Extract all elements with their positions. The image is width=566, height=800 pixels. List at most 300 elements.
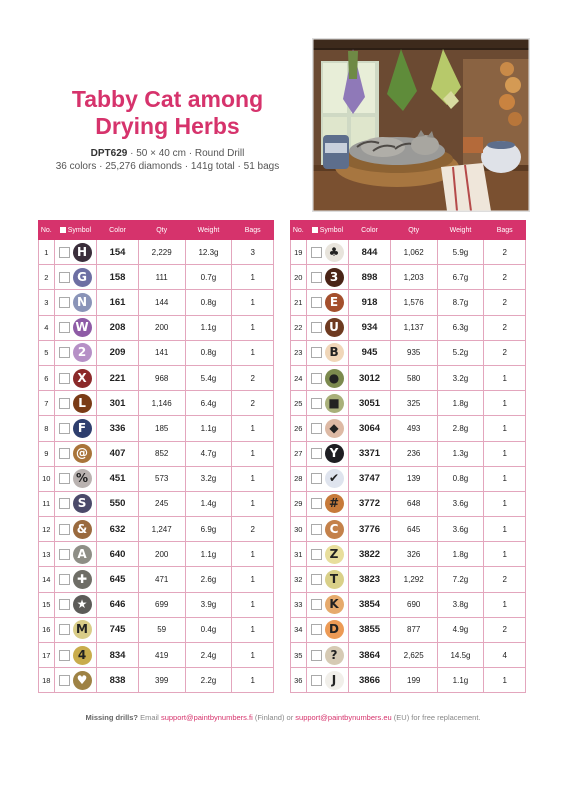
symbol-badge: ✚ xyxy=(73,570,92,589)
row-number: 26 xyxy=(291,416,307,441)
bags: 1 xyxy=(232,567,274,592)
row-checkbox[interactable] xyxy=(311,473,322,484)
symbol-cell xyxy=(306,491,349,516)
weight: 3.2g xyxy=(185,466,232,491)
quantity: 111 xyxy=(138,265,185,290)
footer-text-1: Email xyxy=(138,713,161,722)
row-checkbox[interactable] xyxy=(59,247,70,258)
quantity: 245 xyxy=(138,491,185,516)
quantity: 325 xyxy=(390,391,437,416)
symbol-cell xyxy=(306,592,349,617)
symbol-badge: L xyxy=(73,394,92,413)
row-number: 9 xyxy=(39,441,55,466)
row-number: 10 xyxy=(39,466,55,491)
symbol-badge: 2 xyxy=(73,343,92,362)
symbol-badge: ◆ xyxy=(325,419,344,438)
symbol-badge: A xyxy=(73,545,92,564)
title-line-1: Tabby Cat among xyxy=(71,86,264,112)
symbol-badge: Y xyxy=(325,444,344,463)
quantity: 2,229 xyxy=(138,240,185,265)
symbol-cell xyxy=(306,240,349,265)
table-row xyxy=(39,668,274,693)
row-checkbox[interactable] xyxy=(59,549,70,560)
symbol-cell xyxy=(54,517,97,542)
row-number: 5 xyxy=(39,340,55,365)
color-code: 945 xyxy=(349,340,391,365)
col-header-no: No. xyxy=(39,221,55,240)
table-row xyxy=(291,542,526,567)
symbol-cell xyxy=(54,567,97,592)
row-number: 7 xyxy=(39,391,55,416)
row-number: 12 xyxy=(39,517,55,542)
table-row xyxy=(291,668,526,693)
quantity: 59 xyxy=(138,617,185,642)
row-checkbox[interactable] xyxy=(59,423,70,434)
table-row xyxy=(39,517,274,542)
color-table-right xyxy=(290,220,526,693)
product-spec: · 50 × 40 cm · Round Drill xyxy=(127,148,245,159)
title-block xyxy=(40,86,295,173)
color-code: 451 xyxy=(97,466,139,491)
table-header-row xyxy=(39,221,274,240)
table-row xyxy=(291,315,526,340)
row-checkbox[interactable] xyxy=(311,599,322,610)
row-number: 17 xyxy=(39,643,55,668)
weight: 1.4g xyxy=(185,491,232,516)
row-checkbox[interactable] xyxy=(59,599,70,610)
row-checkbox[interactable] xyxy=(311,272,322,283)
symbol-badge: H xyxy=(73,243,92,262)
table-row xyxy=(291,517,526,542)
quantity: 1,576 xyxy=(390,290,437,315)
bags: 2 xyxy=(232,391,274,416)
table-row xyxy=(39,365,274,390)
symbol-cell xyxy=(54,466,97,491)
table-row xyxy=(291,643,526,668)
table-row xyxy=(39,290,274,315)
weight: 1.3g xyxy=(437,441,484,466)
symbol-cell xyxy=(306,466,349,491)
color-code: 3864 xyxy=(349,643,391,668)
weight: 0.8g xyxy=(437,466,484,491)
col-header-color: Color xyxy=(97,221,139,240)
bags: 2 xyxy=(484,617,526,642)
quantity: 690 xyxy=(390,592,437,617)
row-checkbox[interactable] xyxy=(59,524,70,535)
row-number: 18 xyxy=(39,668,55,693)
bags: 1 xyxy=(484,517,526,542)
color-code: 3772 xyxy=(349,491,391,516)
symbol-badge: U xyxy=(325,318,344,337)
bags: 1 xyxy=(484,466,526,491)
weight: 3.6g xyxy=(437,491,484,516)
symbol-badge: F xyxy=(73,419,92,438)
bags: 1 xyxy=(232,592,274,617)
quantity: 199 xyxy=(390,668,437,693)
row-number: 34 xyxy=(291,617,307,642)
color-table-right-body xyxy=(291,240,526,693)
weight: 1.1g xyxy=(437,668,484,693)
quantity: 144 xyxy=(138,290,185,315)
bags: 1 xyxy=(232,340,274,365)
symbol-badge: ✔ xyxy=(325,469,344,488)
color-code: 301 xyxy=(97,391,139,416)
row-checkbox[interactable] xyxy=(311,675,322,686)
row-number: 31 xyxy=(291,542,307,567)
weight: 1.8g xyxy=(437,542,484,567)
col-header-symbol-label: Symbol xyxy=(67,226,92,234)
row-checkbox[interactable] xyxy=(59,297,70,308)
symbol-cell xyxy=(54,391,97,416)
row-number: 1 xyxy=(39,240,55,265)
weight: 0.8g xyxy=(185,290,232,315)
table-row xyxy=(291,265,526,290)
row-number: 25 xyxy=(291,391,307,416)
quantity: 139 xyxy=(390,466,437,491)
table-row xyxy=(39,617,274,642)
row-number: 6 xyxy=(39,365,55,390)
row-checkbox[interactable] xyxy=(59,498,70,509)
color-table-left xyxy=(38,220,274,693)
table-row xyxy=(39,491,274,516)
weight: 3.2g xyxy=(437,365,484,390)
color-code: 834 xyxy=(97,643,139,668)
row-number: 36 xyxy=(291,668,307,693)
symbol-cell xyxy=(54,668,97,693)
title-line-2: Drying Herbs xyxy=(95,113,240,139)
color-code: 3064 xyxy=(349,416,391,441)
col-header-bags: Bags xyxy=(484,221,526,240)
row-checkbox[interactable] xyxy=(311,247,322,258)
row-checkbox[interactable] xyxy=(311,549,322,560)
symbol-badge: @ xyxy=(73,444,92,463)
row-checkbox[interactable] xyxy=(59,675,70,686)
row-checkbox[interactable] xyxy=(311,650,322,661)
color-code: 3854 xyxy=(349,592,391,617)
row-number: 24 xyxy=(291,365,307,390)
row-number: 20 xyxy=(291,265,307,290)
col-header-qty: Qty xyxy=(390,221,437,240)
symbol-cell xyxy=(54,340,97,365)
quantity: 852 xyxy=(138,441,185,466)
row-checkbox[interactable] xyxy=(59,448,70,459)
row-number: 23 xyxy=(291,340,307,365)
quantity: 236 xyxy=(390,441,437,466)
color-code: 407 xyxy=(97,441,139,466)
cat-herbs-artwork-image xyxy=(312,38,530,212)
row-checkbox[interactable] xyxy=(59,373,70,384)
weight: 8.7g xyxy=(437,290,484,315)
row-checkbox[interactable] xyxy=(311,448,322,459)
weight: 6.4g xyxy=(185,391,232,416)
color-code: 154 xyxy=(97,240,139,265)
table-row xyxy=(291,441,526,466)
color-code: 209 xyxy=(97,340,139,365)
symbol-badge: B xyxy=(325,343,344,362)
bags: 1 xyxy=(232,441,274,466)
symbol-badge: M xyxy=(73,620,92,639)
bags: 1 xyxy=(232,542,274,567)
color-code: 3747 xyxy=(349,466,391,491)
symbol-cell xyxy=(306,441,349,466)
weight: 7.2g xyxy=(437,567,484,592)
weight: 5.2g xyxy=(437,340,484,365)
symbol-badge: W xyxy=(73,318,92,337)
weight: 1.1g xyxy=(185,315,232,340)
weight: 0.8g xyxy=(185,340,232,365)
artwork-illustration xyxy=(313,39,529,211)
quantity: 1,062 xyxy=(390,240,437,265)
color-code: 898 xyxy=(349,265,391,290)
bags: 2 xyxy=(484,340,526,365)
color-code: 3822 xyxy=(349,542,391,567)
row-checkbox[interactable] xyxy=(311,373,322,384)
symbol-cell xyxy=(306,617,349,642)
symbol-badge: ■ xyxy=(325,394,344,413)
row-number: 19 xyxy=(291,240,307,265)
bags: 1 xyxy=(232,466,274,491)
symbol-badge: X xyxy=(73,369,92,388)
symbol-badge: C xyxy=(325,520,344,539)
table-row xyxy=(291,491,526,516)
row-number: 13 xyxy=(39,542,55,567)
symbol-badge: K xyxy=(325,595,344,614)
row-checkbox[interactable] xyxy=(311,423,322,434)
color-code: 844 xyxy=(349,240,391,265)
table-row xyxy=(291,365,526,390)
table-row xyxy=(39,542,274,567)
bags: 2 xyxy=(484,265,526,290)
row-number: 33 xyxy=(291,592,307,617)
row-number: 16 xyxy=(39,617,55,642)
table-row xyxy=(39,340,274,365)
weight: 5.9g xyxy=(437,240,484,265)
color-code: 645 xyxy=(97,567,139,592)
table-row xyxy=(291,340,526,365)
table-row xyxy=(39,315,274,340)
bags: 1 xyxy=(484,668,526,693)
symbol-badge: Z xyxy=(325,545,344,564)
symbol-badge: D xyxy=(325,620,344,639)
weight: 2.4g xyxy=(185,643,232,668)
symbol-cell xyxy=(54,592,97,617)
table-row xyxy=(39,391,274,416)
symbol-cell xyxy=(54,617,97,642)
email-link-finland[interactable]: support@paintbynumbers.fi xyxy=(160,713,253,722)
row-number: 22 xyxy=(291,315,307,340)
symbol-badge: ♣ xyxy=(325,243,344,262)
quantity: 699 xyxy=(138,592,185,617)
product-stats: 36 colors · 25,276 diamonds · 141g total · 51 bags xyxy=(55,161,280,172)
row-number: 29 xyxy=(291,491,307,516)
row-number: 4 xyxy=(39,315,55,340)
table-row xyxy=(39,265,274,290)
symbol-badge: E xyxy=(325,293,344,312)
symbol-badge: 3 xyxy=(325,268,344,287)
row-checkbox[interactable] xyxy=(59,624,70,635)
symbol-badge: S xyxy=(73,494,92,513)
color-code: 221 xyxy=(97,365,139,390)
table-row xyxy=(39,643,274,668)
weight: 0.4g xyxy=(185,617,232,642)
weight: 1.1g xyxy=(185,416,232,441)
weight: 3.6g xyxy=(437,517,484,542)
row-checkbox[interactable] xyxy=(59,272,70,283)
quantity: 185 xyxy=(138,416,185,441)
color-code: 3012 xyxy=(349,365,391,390)
weight: 6.7g xyxy=(437,265,484,290)
color-code: 640 xyxy=(97,542,139,567)
quantity: 200 xyxy=(138,542,185,567)
col-header-symbol xyxy=(54,221,97,240)
row-number: 28 xyxy=(291,466,307,491)
table-row xyxy=(291,592,526,617)
header-checkbox[interactable] xyxy=(312,227,318,233)
email-link-eu[interactable]: support@paintbynumbers.eu xyxy=(295,713,392,722)
row-number: 11 xyxy=(39,491,55,516)
table-row xyxy=(291,391,526,416)
weight: 12.3g xyxy=(185,240,232,265)
footer-text-3: (EU) for free replacement. xyxy=(391,713,481,722)
color-code: 632 xyxy=(97,517,139,542)
row-checkbox[interactable] xyxy=(311,574,322,585)
bags: 1 xyxy=(232,290,274,315)
bags: 1 xyxy=(484,491,526,516)
weight: 2.6g xyxy=(185,567,232,592)
symbol-cell xyxy=(306,643,349,668)
symbol-cell xyxy=(54,365,97,390)
row-number: 15 xyxy=(39,592,55,617)
symbol-badge: N xyxy=(73,293,92,312)
row-number: 30 xyxy=(291,517,307,542)
quantity: 141 xyxy=(138,340,185,365)
symbol-cell xyxy=(306,391,349,416)
row-checkbox[interactable] xyxy=(311,524,322,535)
weight: 6.3g xyxy=(437,315,484,340)
row-checkbox[interactable] xyxy=(59,574,70,585)
color-table-left-body xyxy=(39,240,274,693)
symbol-badge: J xyxy=(325,671,344,690)
symbol-cell xyxy=(54,491,97,516)
bags: 1 xyxy=(232,643,274,668)
bags: 1 xyxy=(232,617,274,642)
weight: 14.5g xyxy=(437,643,484,668)
quantity: 1,292 xyxy=(390,567,437,592)
product-code: DPT629 xyxy=(90,148,128,159)
header-checkbox[interactable] xyxy=(60,227,66,233)
symbol-cell xyxy=(54,265,97,290)
row-number: 21 xyxy=(291,290,307,315)
color-code: 838 xyxy=(97,668,139,693)
row-checkbox[interactable] xyxy=(311,624,322,635)
color-code: 3051 xyxy=(349,391,391,416)
weight: 1.8g xyxy=(437,391,484,416)
quantity: 200 xyxy=(138,315,185,340)
product-title xyxy=(40,86,295,140)
weight: 0.7g xyxy=(185,265,232,290)
row-number: 8 xyxy=(39,416,55,441)
symbol-badge: G xyxy=(73,268,92,287)
col-header-qty: Qty xyxy=(138,221,185,240)
color-code: 336 xyxy=(97,416,139,441)
row-number: 3 xyxy=(39,290,55,315)
row-checkbox[interactable] xyxy=(311,347,322,358)
symbol-cell xyxy=(306,365,349,390)
row-checkbox[interactable] xyxy=(311,322,322,333)
bags: 1 xyxy=(232,416,274,441)
bags: 1 xyxy=(484,441,526,466)
table-row xyxy=(291,466,526,491)
color-code: 3776 xyxy=(349,517,391,542)
footer-text-2: (Finland) or xyxy=(252,713,296,722)
row-number: 32 xyxy=(291,567,307,592)
row-checkbox[interactable] xyxy=(311,398,322,409)
table-row xyxy=(291,290,526,315)
bags: 1 xyxy=(232,668,274,693)
quantity: 1,247 xyxy=(138,517,185,542)
bags: 1 xyxy=(484,365,526,390)
row-number: 2 xyxy=(39,265,55,290)
color-code: 918 xyxy=(349,290,391,315)
symbol-badge: ♥ xyxy=(73,671,92,690)
row-checkbox[interactable] xyxy=(311,297,322,308)
color-code: 745 xyxy=(97,617,139,642)
bags: 2 xyxy=(484,567,526,592)
symbol-cell xyxy=(306,567,349,592)
row-checkbox[interactable] xyxy=(311,498,322,509)
quantity: 419 xyxy=(138,643,185,668)
row-number: 27 xyxy=(291,441,307,466)
symbol-cell xyxy=(306,265,349,290)
weight: 2.8g xyxy=(437,416,484,441)
symbol-cell xyxy=(54,416,97,441)
footer-lead: Missing drills? xyxy=(85,713,139,722)
quantity: 399 xyxy=(138,668,185,693)
table-row xyxy=(39,592,274,617)
color-code: 158 xyxy=(97,265,139,290)
quantity: 645 xyxy=(390,517,437,542)
symbol-badge: T xyxy=(325,570,344,589)
table-row xyxy=(39,240,274,265)
row-checkbox[interactable] xyxy=(59,650,70,661)
quantity: 580 xyxy=(390,365,437,390)
quantity: 326 xyxy=(390,542,437,567)
row-checkbox[interactable] xyxy=(59,398,70,409)
quantity: 471 xyxy=(138,567,185,592)
symbol-badge: ● xyxy=(325,369,344,388)
table-row xyxy=(39,416,274,441)
weight: 4.7g xyxy=(185,441,232,466)
table-row xyxy=(291,617,526,642)
color-code: 161 xyxy=(97,290,139,315)
row-checkbox[interactable] xyxy=(59,347,70,358)
bags: 3 xyxy=(232,240,274,265)
quantity: 573 xyxy=(138,466,185,491)
bags: 2 xyxy=(484,315,526,340)
color-code: 3371 xyxy=(349,441,391,466)
product-meta xyxy=(40,147,295,173)
bags: 2 xyxy=(484,240,526,265)
color-code: 550 xyxy=(97,491,139,516)
col-header-symbol-label: Symbol xyxy=(319,226,344,234)
col-header-color: Color xyxy=(349,221,391,240)
row-checkbox[interactable] xyxy=(59,322,70,333)
symbol-cell xyxy=(306,416,349,441)
bags: 1 xyxy=(484,391,526,416)
row-checkbox[interactable] xyxy=(59,473,70,484)
weight: 3.9g xyxy=(185,592,232,617)
table-row xyxy=(39,567,274,592)
